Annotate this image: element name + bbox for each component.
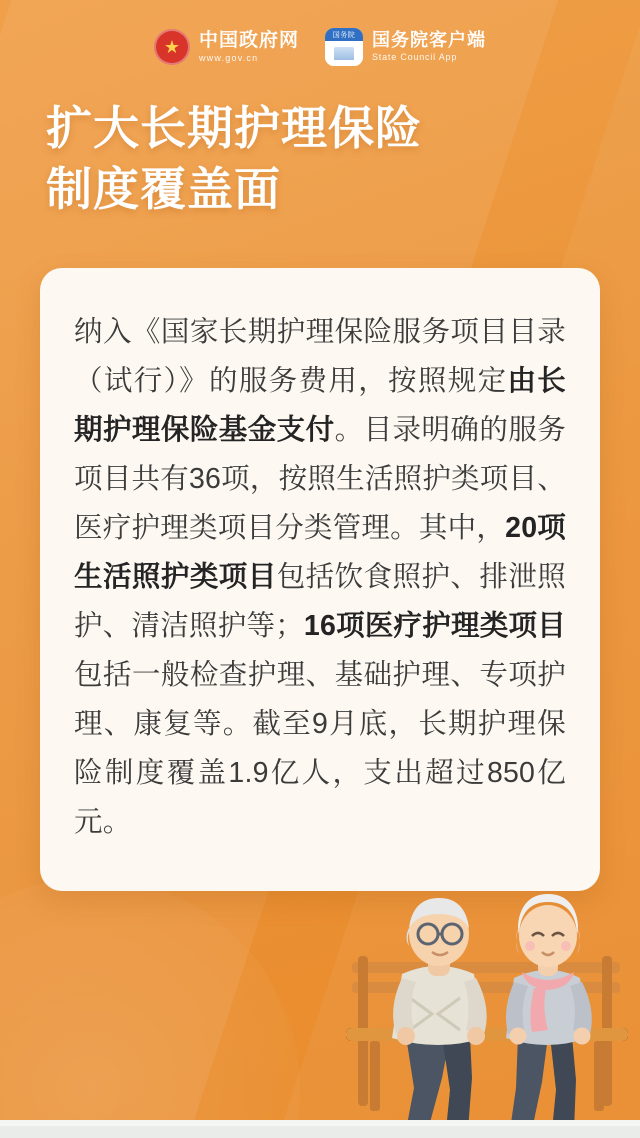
paragraph-part-1: 纳入《国家长期护理保险服务项目目录（试行）》的服务费用，按照规定 [74, 316, 566, 398]
paragraph-bold-3: 16项医疗护理类项目 [303, 610, 566, 643]
state-council-app-logo [325, 28, 486, 66]
app-badge-building [325, 41, 363, 66]
paragraph-bold-1: 由长期护理保险基金支付 [74, 365, 566, 447]
state-council-app-icon [325, 28, 363, 66]
paragraph-part-3: 包括饮食照护、排泄照护、清洁照护等； [74, 561, 566, 643]
paragraph-part-2: 。目录明确的服务项目共有36项，按照生活照护类项目、医疗护理类项目分类管理。其中， [74, 414, 566, 545]
paragraph-part-4: 包括一般检查护理、基础护理、专项护理、康复等。截至9月底，长期护理保险制度覆盖1.9亿人，支出超过850亿元。 [74, 659, 566, 839]
state-council-app-en: State Council App [372, 52, 458, 63]
building-shape [334, 47, 354, 60]
card-paragraph [74, 308, 566, 847]
star-glyph: ★ [163, 37, 181, 57]
china-national-emblem-icon [154, 29, 190, 65]
page-title-line2: 制度覆盖面 [46, 162, 281, 215]
page-title-line1: 扩大长期护理保险 [46, 102, 422, 154]
ground-strip [0, 1098, 640, 1138]
gov-logo-cn: 中国政府网 [198, 29, 299, 51]
page-title [46, 98, 600, 219]
state-council-app-cn: 国务院客户端 [372, 30, 486, 51]
content-card [40, 268, 600, 891]
gov-logo-en: www.gov.cn [198, 52, 259, 63]
state-council-app-text [372, 31, 486, 62]
gov-logo [154, 29, 299, 65]
app-badge-label: 国务院 [325, 28, 363, 41]
header-logos [0, 28, 640, 66]
paragraph-bold-2: 20项生活照护类项目 [74, 512, 566, 594]
gov-logo-text [199, 31, 299, 63]
